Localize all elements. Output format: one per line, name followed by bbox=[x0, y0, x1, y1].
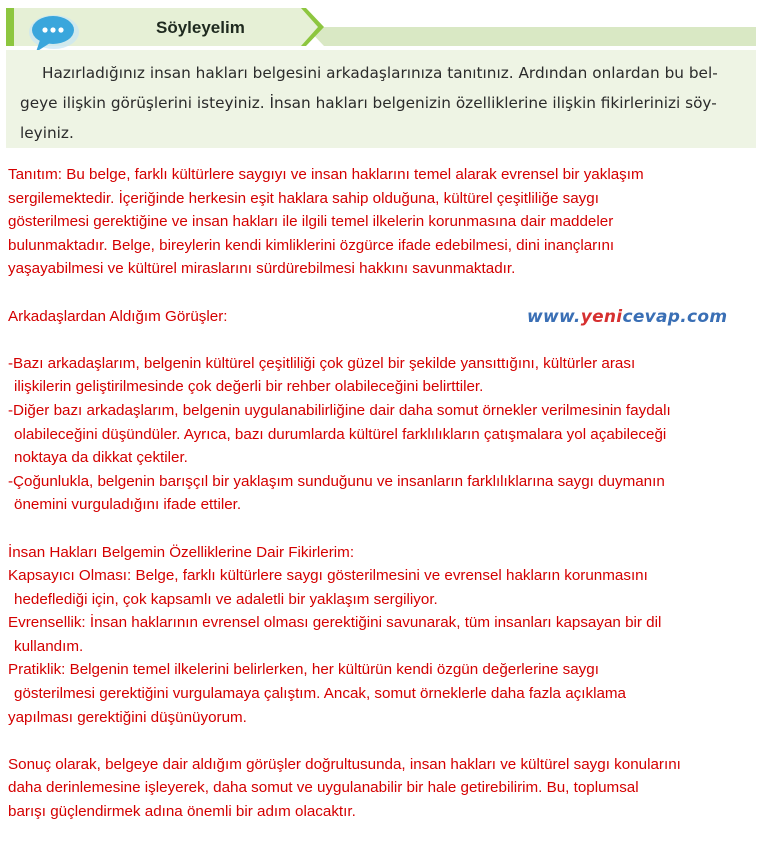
intro-line: Tanıtım: Bu belge, farklı kültürlere saygıyı ve insan haklarını temel alarak evrensel bir yaklaşım bbox=[8, 166, 644, 183]
feature-line: kullandım. bbox=[14, 637, 84, 655]
opinion-line: ilişkilerin geliştirilmesinde çok değerli bir rehber olabileceğini belirttiler. bbox=[14, 378, 484, 396]
feature-line: Pratiklik: Belgenin temel ilkelerini belirlerken, her kültürün kendi özgün değerlerine saygı bbox=[8, 661, 599, 679]
intro-line: yaşayabilmesi ve kültürel miraslarını sürdürebilmesi hakkını savunmaktadır. bbox=[8, 260, 516, 278]
answer-text bbox=[8, 163, 758, 824]
opinion-line: -Bazı arkadaşlarım, belgenin kültürel çeşitliliği çok güzel bir şekilde yansıttığını, kültürler arası bbox=[8, 354, 636, 372]
feature-line: yapılması gerektiğini düşünüyorum. bbox=[8, 708, 247, 726]
conclusion-line: Sonuç olarak, belgeye dair aldığım görüşler doğrultusunda, insan hakları ve kültürel saygı konularını bbox=[8, 755, 681, 773]
banner-shape bbox=[6, 8, 756, 46]
opinion-line: -Çoğunlukla, belgenin barışçıl bir yaklaşım sunduğunu ve insanların farklılıklarına saygı duymanın bbox=[8, 472, 665, 490]
intro-line: gösterilmesi gerektiğine ve insan hakları ile ilgili temel ilkelerin korunmasına dair maddeler bbox=[8, 213, 614, 231]
feature-line: Kapsayıcı Olması: Belge, farklı kültürlere saygı gösterilmesini ve evrensel hakların korunmasını bbox=[8, 567, 648, 585]
section-banner bbox=[6, 8, 756, 46]
instruction-line: Hazırladığınız insan hakları belgesini arkadaşlarınıza tanıtınız. Ardından onlardan bu bel- bbox=[42, 64, 718, 82]
features-heading: İnsan Hakları Belgemin Özelliklerine Dair Fikirlerim: bbox=[8, 543, 355, 561]
conclusion-line: barışı güçlendirmek adına önemli bir adım olacaktır. bbox=[8, 803, 356, 821]
feature-line: gösterilmesi gerektiğini vurgulamaya çalıştım. Ancak, somut örneklerle daha fazla açıklama bbox=[14, 685, 626, 703]
watermark-logo: www.yenicevap.com bbox=[527, 307, 728, 327]
opinion-line: -Diğer bazı arkadaşlarım, belgenin uygulanabilirliğine dair daha somut örnekler verilmesinin faydalı bbox=[8, 401, 671, 419]
opinion-line: noktaya da dikkat çektiler. bbox=[14, 449, 188, 467]
opinion-line: olabileceğini düşündüler. Ayrıca, bazı durumlarda kültürel farklılıkların çatışmalara yol açabileceği bbox=[14, 425, 667, 443]
intro-line: bulunmaktadır. Belge, bireylerin kendi kimliklerini özgürce ifade edebilmesi, dini inançlarını bbox=[8, 236, 615, 254]
instruction-line: geye ilişkin görüşlerini isteyiniz. İnsan hakları belgenizin özelliklerine ilişkin fikirlerinizi söy- bbox=[20, 94, 717, 112]
intro-line: sergilemektedir. İçeriğinde herkesin eşit haklara sahip olduğuna, kültürel çeşitliliğe saygı bbox=[8, 189, 599, 207]
opinion-line: önemini vurguladığını ifade ettiler. bbox=[14, 496, 242, 514]
instruction-line: leyiniz. bbox=[20, 124, 74, 142]
section-title: Söyleyelim bbox=[156, 18, 245, 37]
feature-line: hedeflediği için, çok kapsamlı ve adaletli bir yaklaşım sergiliyor. bbox=[14, 590, 438, 608]
feature-line: Evrensellik: İnsan haklarının evrensel olması gerektiğini savunarak, tüm insanları kapsayan bir dil bbox=[8, 614, 662, 632]
opinions-heading: Arkadaşlardan Aldığım Görüşler: bbox=[8, 307, 228, 325]
conclusion-line: daha derinlemesine işleyerek, daha somut ve uygulanabilir bir hale getirebilirim. Bu, toplumsal bbox=[8, 779, 639, 797]
instruction-box bbox=[6, 50, 756, 148]
